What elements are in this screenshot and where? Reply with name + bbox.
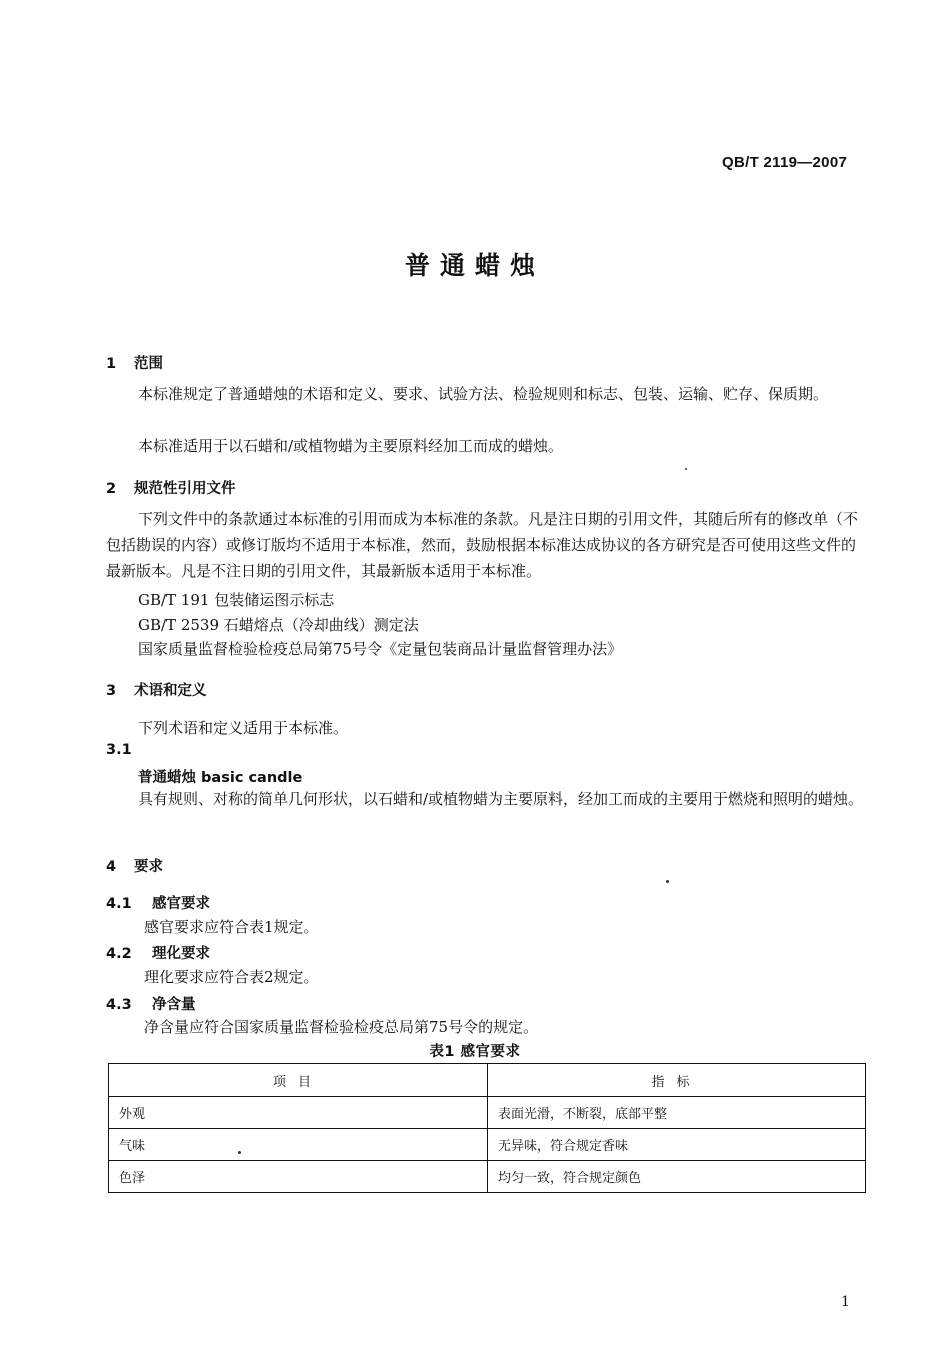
subsection-title: 净含量 <box>152 997 196 1013</box>
subsection-title: 理化要求 <box>152 946 210 962</box>
table-header-row <box>109 1064 866 1097</box>
section-4-heading <box>106 855 163 876</box>
table-1-caption: 表1 感官要求 <box>429 1044 521 1060</box>
column-header-index: 指标 <box>488 1064 866 1097</box>
subsection-number: 4.3 <box>106 997 132 1013</box>
table-row <box>109 1129 866 1161</box>
section-title: 术语和定义 <box>134 683 207 699</box>
page-number: 1 <box>841 1294 850 1310</box>
section-number: 4 <box>106 859 117 875</box>
subsection-4-3-text: 净含量应符合国家质量监督检验检疫总局第75号令的规定。 <box>144 1018 539 1036</box>
scope-paragraph-1: 本标准规定了普通蜡烛的术语和定义、要求、试验方法、检验规则和标志、包装、运输、贮存、保质期。 <box>138 385 829 403</box>
subsection-number: 4.1 <box>106 896 132 912</box>
subsection-number: 4.2 <box>106 946 132 962</box>
table-row <box>109 1097 866 1129</box>
section-title: 范围 <box>134 356 163 372</box>
table-cell-index: 均匀一致，符合规定颜色 <box>488 1161 866 1193</box>
section-3-heading <box>106 679 207 700</box>
section-number: 1 <box>106 356 117 372</box>
standard-code: QB/T 2119—2007 <box>722 154 848 171</box>
subsection-4-3-heading <box>106 993 196 1014</box>
normative-references-paragraph: 下列文件中的条款通过本标准的引用而成为本标准的条款。凡是注日期的引用文件，其随后所有的修改单（不包括勘误的内容）或修订版均不适用于本标准，然而，鼓励根据本标准达成协议的各方研究是否可使用这些文件的最新版本。凡是不注日期的引用文件，其最新版本适用于本标准。 <box>106 510 859 580</box>
document-title: 普通蜡烛 <box>404 251 545 280</box>
subsection-4-2-heading <box>106 942 210 963</box>
section-title: 要求 <box>134 859 163 875</box>
reference-gb-t-191: GB/T 191 包装储运图示标志 <box>138 591 335 609</box>
table-cell-index: 表面光滑，不断裂，底部平整 <box>488 1097 866 1129</box>
table-cell-item: 外观 <box>109 1097 488 1129</box>
terms-intro: 下列术语和定义适用于本标准。 <box>138 719 349 737</box>
subsection-4-1-heading <box>106 892 210 913</box>
table-1-sensory-requirements <box>108 1063 866 1193</box>
term-name: 普通蜡烛 basic candle <box>138 770 303 786</box>
scan-speck <box>238 1151 241 1154</box>
scan-speck <box>685 468 687 470</box>
column-header-item: 项目 <box>109 1064 488 1097</box>
table-cell-index: 无异味，符合规定香味 <box>488 1129 866 1161</box>
subsection-4-2-text: 理化要求应符合表2规定。 <box>144 968 319 986</box>
scope-paragraph-2: 本标准适用于以石蜡和/或植物蜡为主要原料经加工而成的蜡烛。 <box>138 437 564 455</box>
table-cell-item: 气味 <box>109 1129 488 1161</box>
subsection-title: 感官要求 <box>152 896 210 912</box>
section-number: 3 <box>106 683 117 699</box>
reference-gb-t-2539: GB/T 2539 石蜡熔点（冷却曲线）测定法 <box>138 616 419 634</box>
term-definition: 具有规则、对称的简单几何形状，以石蜡和/或植物蜡为主要原料，经加工而成的主要用于燃烧和照明的蜡烛。 <box>138 790 864 808</box>
section-title: 规范性引用文件 <box>134 481 236 497</box>
table-cell-item: 色泽 <box>109 1161 488 1193</box>
table-row <box>109 1161 866 1193</box>
section-number: 2 <box>106 481 117 497</box>
section-2-heading <box>106 477 236 498</box>
section-1-heading <box>106 352 163 373</box>
scan-speck <box>666 880 669 883</box>
subsection-4-1-text: 感官要求应符合表1规定。 <box>144 918 319 936</box>
reference-order-75: 国家质量监督检验检疫总局第75号令《定量包装商品计量监督管理办法》 <box>138 640 623 658</box>
term-number: 3.1 <box>106 742 132 758</box>
